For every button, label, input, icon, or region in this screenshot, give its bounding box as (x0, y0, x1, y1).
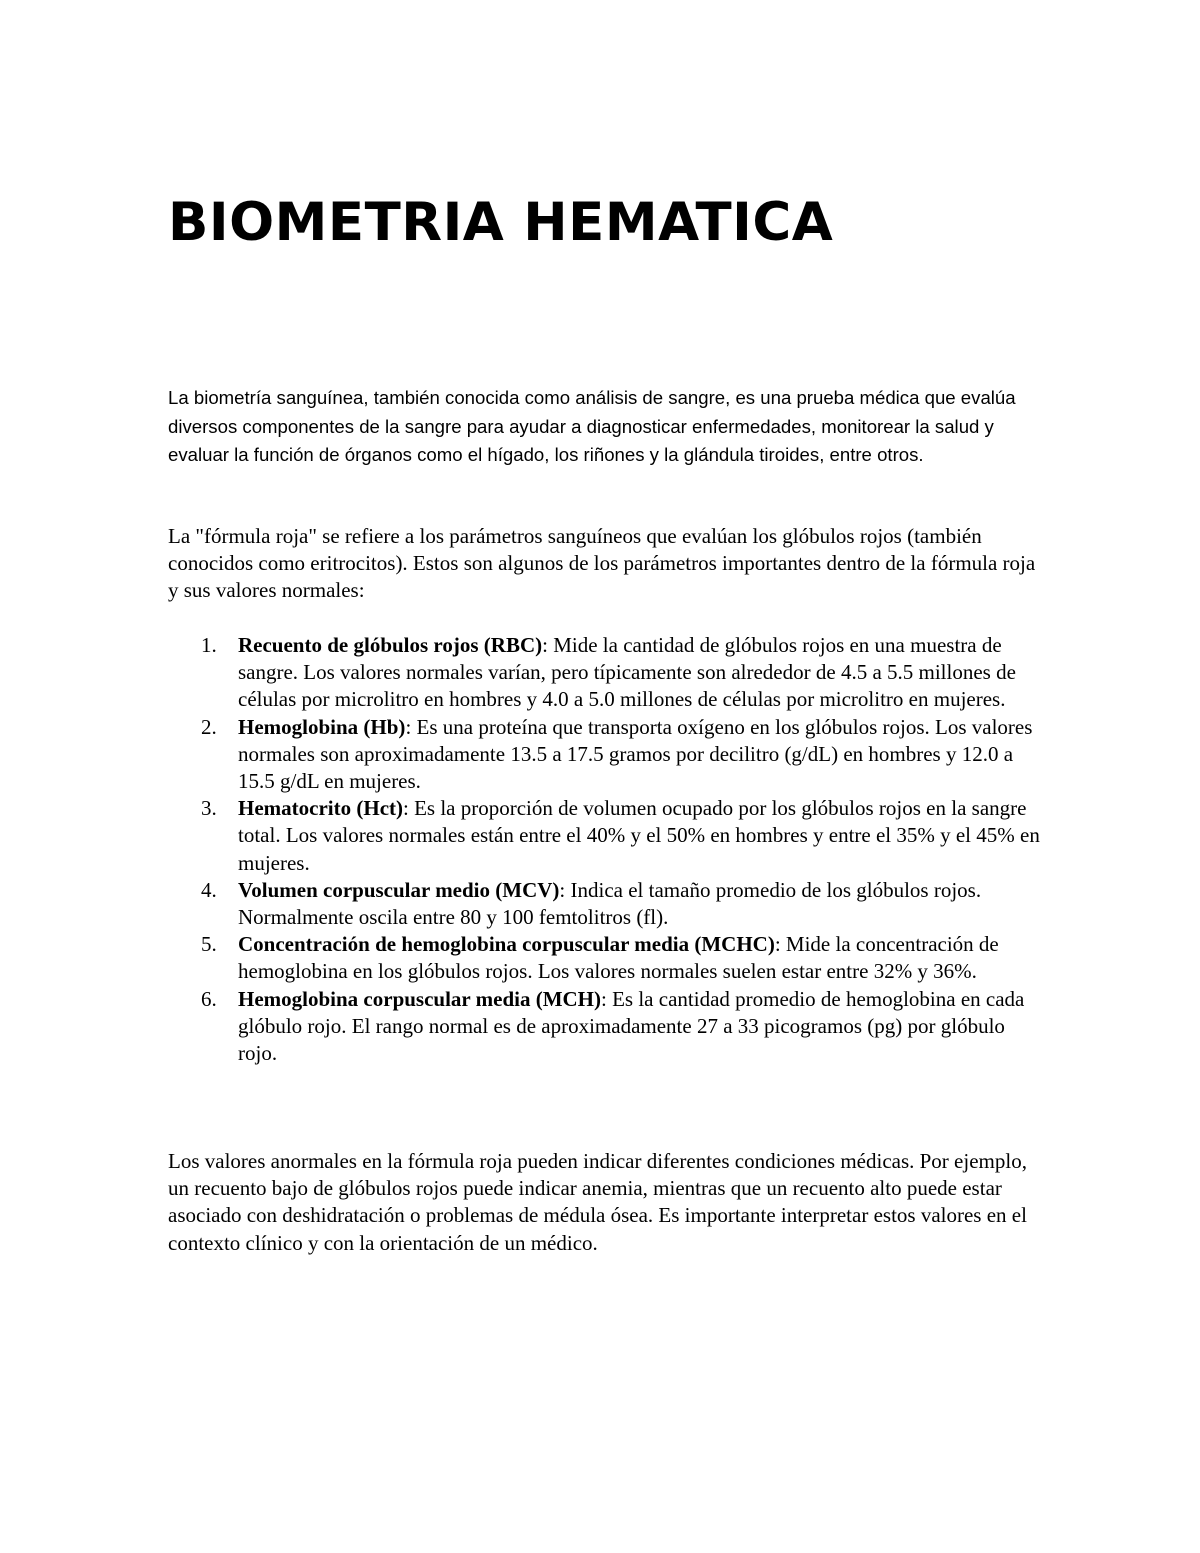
parameter-list (168, 632, 1048, 1067)
list-item-text: : Es la cantidad promedio de hemoglobina en cada glóbulo rojo. El rango normal es de aproximadamente 27 a 33 picogramos (pg) por glóbulo rojo. (238, 986, 1025, 1066)
list-item-number: 2. (201, 714, 217, 739)
document-title: BIOMETRIA HEMATICA (168, 192, 834, 253)
list-item-term: Recuento de glóbulos rojos (RBC) (238, 633, 543, 657)
list-item (168, 632, 1048, 714)
list-item-term: Concentración de hemoglobina corpuscular media (MCHC) (238, 932, 775, 957)
list-item-text: : Es la proporción de volumen ocupado por los glóbulos rojos en la sangre total. Los valores normales están entre el 40% y el 50% en hombres y entre el 35% y el 45% en mujeres. (238, 796, 1040, 875)
list-item-term: Hemoglobina corpuscular media (MCH) (238, 986, 602, 1011)
list-item-number: 6. (201, 986, 217, 1011)
list-item (168, 986, 1048, 1068)
list-item-text: : Mide la concentración de hemoglobina en los glóbulos rojos. Los valores normales suelen estar entre 32% y 36%. (238, 932, 999, 984)
list-item-term: Hemoglobina (Hb) (238, 714, 406, 739)
list-item-number: 5. (201, 932, 217, 957)
list-item (168, 714, 1048, 796)
list-item-number: 1. (201, 633, 217, 657)
formula-roja-paragraph: La "fórmula roja" se refiere a los parámetros sanguíneos que evalúan los glóbulos rojos (también conocidos como eritrocitos). Estos son algunos de los parámetros importantes dentro de la fórmula roja y sus valores normales: (168, 524, 1036, 603)
intro-paragraph: La biometría sanguínea, también conocida como análisis de sangre, es una prueba médica que evalúa diversos componentes de la sangre para ayudar a diagnosticar enfermedades, monitorear la salud y evaluar la función de órganos como el hígado, los riñones y la glándula tiroides, entre otros. (168, 387, 1016, 465)
list-item-number: 4. (201, 877, 217, 902)
list-item (168, 877, 1048, 931)
list-item (168, 931, 1048, 985)
list-item-text: : Indica el tamaño promedio de los glóbulos rojos. Normalmente oscila entre 80 y 100 femtolitros (fl). (238, 877, 982, 930)
list-item-term: Hematocrito (Hct) (238, 796, 403, 821)
conclusion-paragraph: Los valores anormales en la fórmula roja pueden indicar diferentes condiciones médicas. Por ejemplo, un recuento bajo de glóbulos rojos puede indicar anemia, mientras que un recuento alto puede estar asociado con deshidratación o problemas de médula ósea. Es importante interpretar estos valores en el contexto clínico y con la orientación de un médico. (168, 1149, 1027, 1255)
list-item (168, 795, 1048, 877)
list-item-number: 3. (201, 796, 217, 821)
list-item-text: : Mide la cantidad de glóbulos rojos en una muestra de sangre. Los valores normales varían, pero típicamente son alrededor de 4.5 a 5.5 millones de células por microlitro en hombres y 4.0 a 5.0 millones de células por microlitro en mujeres. (238, 633, 1016, 712)
list-item-term: Volumen corpuscular medio (MCV) (238, 877, 560, 902)
list-item-text: : Es una proteína que transporta oxígeno en los glóbulos rojos. Los valores normales son aproximadamente 13.5 a 17.5 gramos por decilitro (g/dL) en hombres y 12.0 a 15.5 g/dL en mujeres. (238, 714, 1033, 794)
